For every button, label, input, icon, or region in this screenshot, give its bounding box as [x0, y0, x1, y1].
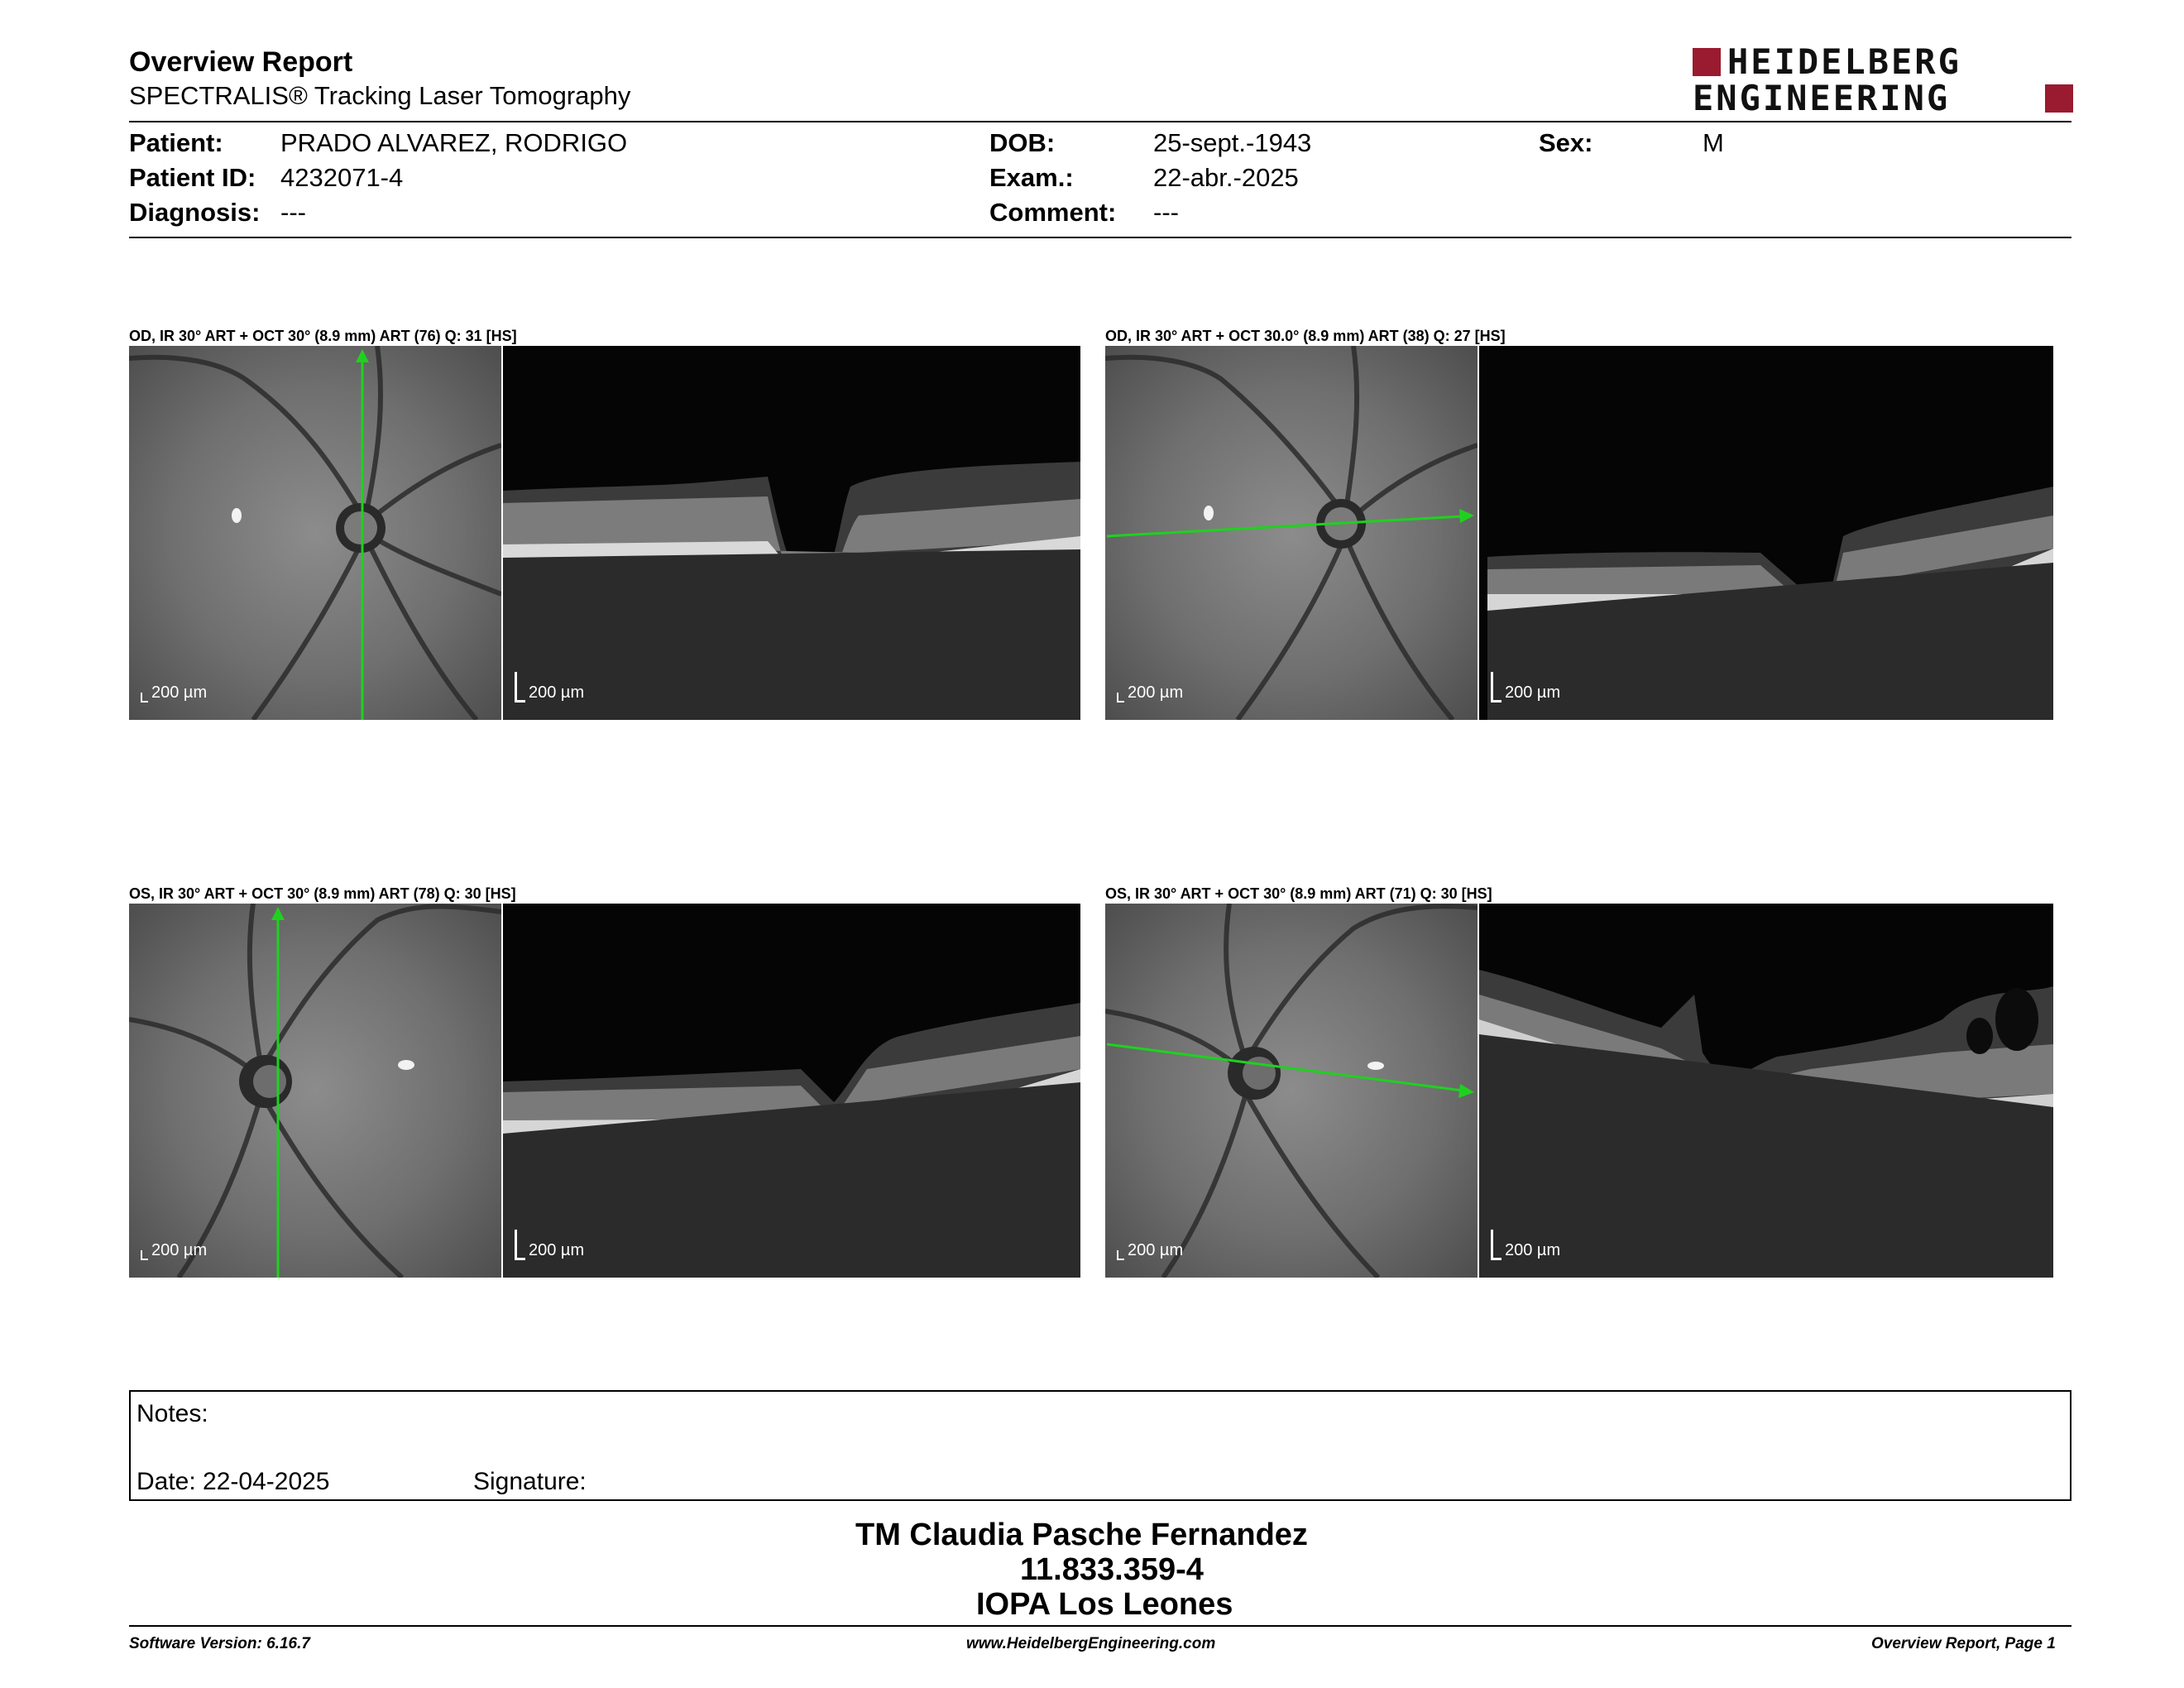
ir-fundus-image: [1105, 346, 1478, 720]
notes-box: [129, 1390, 2071, 1501]
logo-line-1: HEIDELBERG: [1727, 41, 1961, 82]
scan-panel-os-1: [129, 904, 1080, 1278]
report-title: Overview Report: [129, 46, 353, 78]
scan-panel-od-1: [129, 346, 1080, 720]
report-subtitle: SPECTRALIS® Tracking Laser Tomography: [129, 81, 631, 110]
fundus-scale-bar: 200 µm: [1117, 1241, 1183, 1260]
sex-value: M: [1703, 128, 1724, 157]
software-version: Software Version: 6.16.7: [129, 1635, 310, 1652]
patient-divider: [129, 237, 2071, 238]
scan-line-horizontal: [1105, 904, 1478, 1278]
scan-panel-od-2: [1105, 346, 2053, 720]
signer-institution: IOPA Los Leones: [976, 1587, 1233, 1622]
patient-id-label: Patient ID:: [129, 163, 256, 192]
patient-name: PRADO ALVAREZ, RODRIGO: [280, 128, 628, 157]
header-divider: [129, 121, 2071, 122]
oct-bscan-image: [1479, 346, 2053, 720]
panel-title: OD, IR 30° ART + OCT 30.0° (8.9 mm) ART (38) Q: 27 [HS]: [1105, 328, 1506, 344]
patient-id-value: 4232071-4: [280, 163, 404, 192]
signature-label: Signature:: [473, 1468, 587, 1495]
scan-line-vertical: [129, 346, 501, 720]
scan-panel-os-2: [1105, 904, 2053, 1278]
footer-divider: [129, 1625, 2071, 1627]
website-link[interactable]: www.HeidelbergEngineering.com: [966, 1635, 1216, 1652]
patient-label: Patient:: [129, 128, 223, 157]
oct-scale-bar: 200 µm: [1491, 1230, 1560, 1260]
page-indicator: Overview Report, Page 1: [1871, 1635, 2056, 1652]
scan-line-horizontal: [1105, 346, 1478, 720]
fundus-scale-bar: 200 µm: [141, 683, 207, 703]
oct-scale-bar: 200 µm: [1491, 672, 1560, 703]
fundus-scale-bar: 200 µm: [1117, 683, 1183, 703]
sex-label: Sex:: [1539, 128, 1593, 157]
heidelberg-logo: [1693, 41, 2073, 118]
ir-fundus-image: [129, 346, 501, 720]
logo-line-2: ENGINEERING: [1693, 78, 1951, 118]
comment-value: ---: [1153, 198, 1179, 227]
oct-bscan-image: [1479, 904, 2053, 1278]
oct-scale-bar: 200 µm: [515, 672, 584, 703]
panel-title: OS, IR 30° ART + OCT 30° (8.9 mm) ART (78) Q: 30 [HS]: [129, 885, 516, 902]
oct-bscan-image: [503, 904, 1080, 1278]
scan-line-vertical: [129, 904, 501, 1278]
panel-title: OD, IR 30° ART + OCT 30° (8.9 mm) ART (76) Q: 31 [HS]: [129, 328, 517, 344]
dob-label: DOB:: [989, 128, 1056, 157]
comment-label: Comment:: [989, 198, 1117, 227]
signer-id: 11.833.359-4: [1020, 1552, 1204, 1587]
ir-fundus-image: [1105, 904, 1478, 1278]
diagnosis-value: ---: [280, 198, 306, 227]
oct-scale-bar: 200 µm: [515, 1230, 584, 1260]
diagnosis-label: Diagnosis:: [129, 198, 261, 227]
fundus-scale-bar: 200 µm: [141, 1241, 207, 1260]
oct-bscan-image: [503, 346, 1080, 720]
ir-fundus-image: [129, 904, 501, 1278]
dob-value: 25-sept.-1943: [1153, 128, 1312, 157]
signer-name: TM Claudia Pasche Fernandez: [855, 1518, 1308, 1552]
notes-label: Notes:: [136, 1400, 208, 1427]
date-text: Date: 22-04-2025: [136, 1468, 330, 1495]
panel-title: OS, IR 30° ART + OCT 30° (8.9 mm) ART (71) Q: 30 [HS]: [1105, 885, 1492, 902]
exam-value: 22-abr.-2025: [1153, 163, 1299, 192]
exam-label: Exam.:: [989, 163, 1074, 192]
